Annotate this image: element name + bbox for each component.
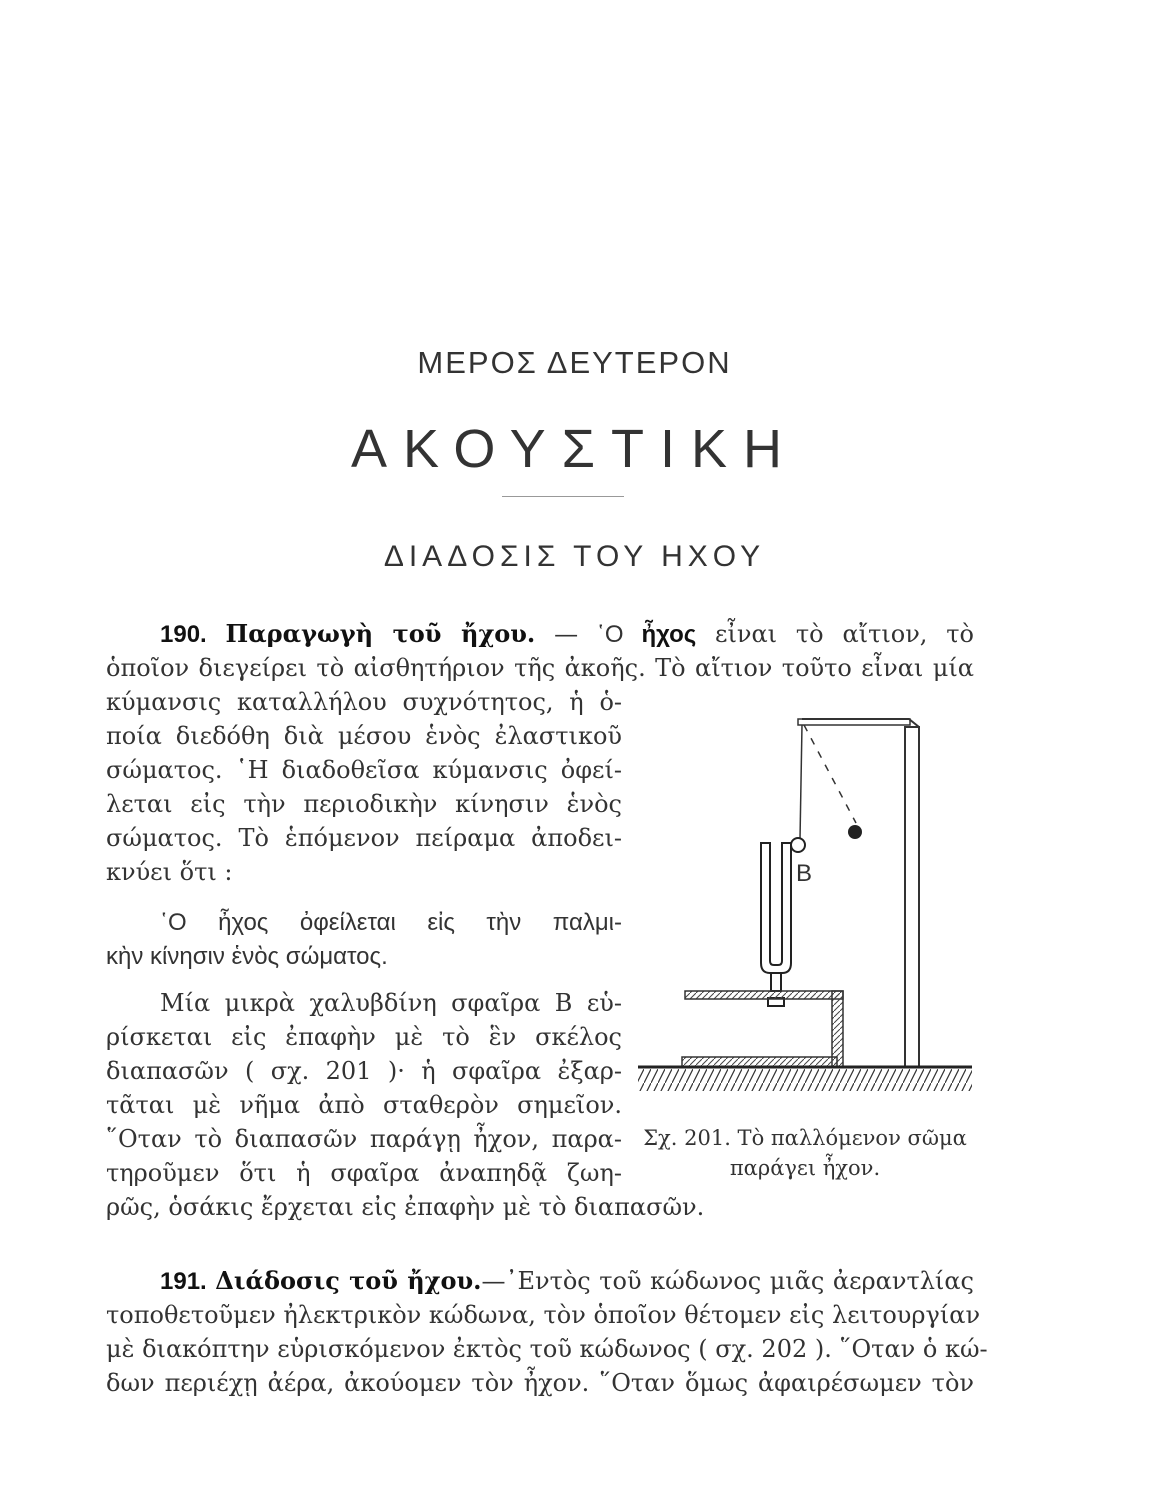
main-title: ΑΚΟΥΣΤΙΚΗ <box>350 419 799 479</box>
paragraph-2-line-1: Μία μικρὰ χαλυβδίνη σφαῖρα Β εὑ- <box>160 989 622 1017</box>
section-190-number: 190. <box>160 621 207 648</box>
ball-b <box>791 838 805 852</box>
section-191-line-1-rest: —᾿Εντὸς τοῦ κώδωνος μιᾶς ἀεραντλίας <box>481 1267 974 1295</box>
section-190-heading: Παραγωγὴ τοῦ ἤχου. <box>225 619 536 648</box>
paragraph-2-line-5: ῞Οταν τὸ διαπασῶν παράγῃ ἦχον, παρα- <box>106 1125 622 1153</box>
paragraph-2-line-3: διαπασῶν ( σχ. 201 )· ἡ σφαῖρα ἐξαρ- <box>106 1057 622 1085</box>
principle-line-2: κὴν κίνησιν ἑνὸς σώματος. <box>106 943 388 970</box>
section-190-line-7: σώματος. Τὸ ἑπόμενον πείραμα ἀποδει- <box>106 824 622 852</box>
stand-post <box>905 727 919 1067</box>
section-190-line-8: κνύει ὅτι : <box>106 858 233 886</box>
figure-201-tuning-fork <box>630 705 980 1105</box>
section-190-open: ῾Ο <box>596 621 642 648</box>
section-190-line-2: ὁποῖον διεγείρει τὸ αἰσθητήριον τῆς ἀκοῆς. Τὸ αἴτιον τοῦτο εἶναι μία <box>106 654 974 682</box>
ball-displaced <box>848 825 862 839</box>
section-191-line-1 <box>160 1264 974 1299</box>
title-divider <box>502 496 624 497</box>
section-190-line-3: κύμανσις καταλλήλου συχνότητος, ἡ ὁ- <box>106 688 622 716</box>
paragraph-2-line-4: τᾶται μὲ νῆμα ἀπὸ σταθερὸν σημεῖον. <box>106 1091 622 1119</box>
section-190-line-1-rest: εἶναι τὸ αἴτιον, τὸ <box>696 620 974 648</box>
tuning-fork-stem <box>771 973 781 991</box>
section-190-line-5: σώματος. ῾Η διαδοθεῖσα κύμανσις ὀφεί- <box>106 756 622 784</box>
section-190-line-4: ποία διεδόθη διὰ μέσου ἑνὸς ἐλαστικοῦ <box>106 722 622 750</box>
paragraph-2-line-7: ρῶς, ὁσάκις ἔρχεται εἰς ἐπαφὴν μὲ τὸ διαπασῶν. <box>106 1193 705 1221</box>
figure-201-caption-line-1: Σχ. 201. Τὸ παλλόμενον σῶμα <box>643 1126 967 1150</box>
section-190-line-6: λεται εἰς τὴν περιοδικὴν κίνησιν ἑνὸς <box>106 790 622 818</box>
section-191-number: 191. <box>160 1268 207 1295</box>
section-190-line-1 <box>160 617 974 652</box>
label-b: Β <box>796 860 813 887</box>
section-191-line-3: μὲ διακόπτην εὑρισκόμενον ἐκτὸς τοῦ κώδωνος ( σχ. 202 ). ῞Οταν ὁ κώ- <box>106 1335 988 1363</box>
upper-shelf <box>685 991 843 999</box>
term-sound: ἦχος <box>641 621 697 648</box>
section-title: ΔΙΑΔΟΣΙΣ ΤΟΥ ΗΧΟΥ <box>383 540 766 573</box>
stand-arm <box>802 719 919 727</box>
ground-hatching <box>638 1069 972 1091</box>
thread-swing-path <box>804 725 856 823</box>
figure-201-caption-line-2: παράγει ἦχον. <box>729 1156 881 1180</box>
tuning-fork <box>761 843 791 973</box>
thread <box>800 725 802 839</box>
support-step <box>832 991 843 1067</box>
principle-line-1: ῾Ο ἦχος ὀφείλεται εἰς τὴν παλμι- <box>160 909 622 936</box>
section-191-line-2: τοποθετοῦμεν ἠλεκτρικὸν κώδωνα, τὸν ὁποῖον θέτομεν εἰς λειτουργίαν <box>106 1301 981 1329</box>
paragraph-2-line-6: τηροῦμεν ὅτι ἡ σφαῖρα ἀναπηδᾷ ζωη- <box>106 1159 622 1187</box>
paragraph-2-line-2: ρίσκεται εἰς ἐπαφὴν μὲ τὸ ἓν σκέλος <box>106 1023 622 1051</box>
section-191-heading: Διάδοσις τοῦ ἤχου. <box>215 1266 482 1295</box>
part-title: ΜΕΡΟΣ ΔΕΥΤΕΡΟΝ <box>417 345 732 380</box>
section-190-dash: — <box>535 620 597 648</box>
section-191-line-4: δων περιέχῃ ἀέρα, ἀκούομεν τὸν ἦχον. ῞Οταν ὅμως ἀφαιρέσωμεν τὸν <box>106 1369 974 1397</box>
